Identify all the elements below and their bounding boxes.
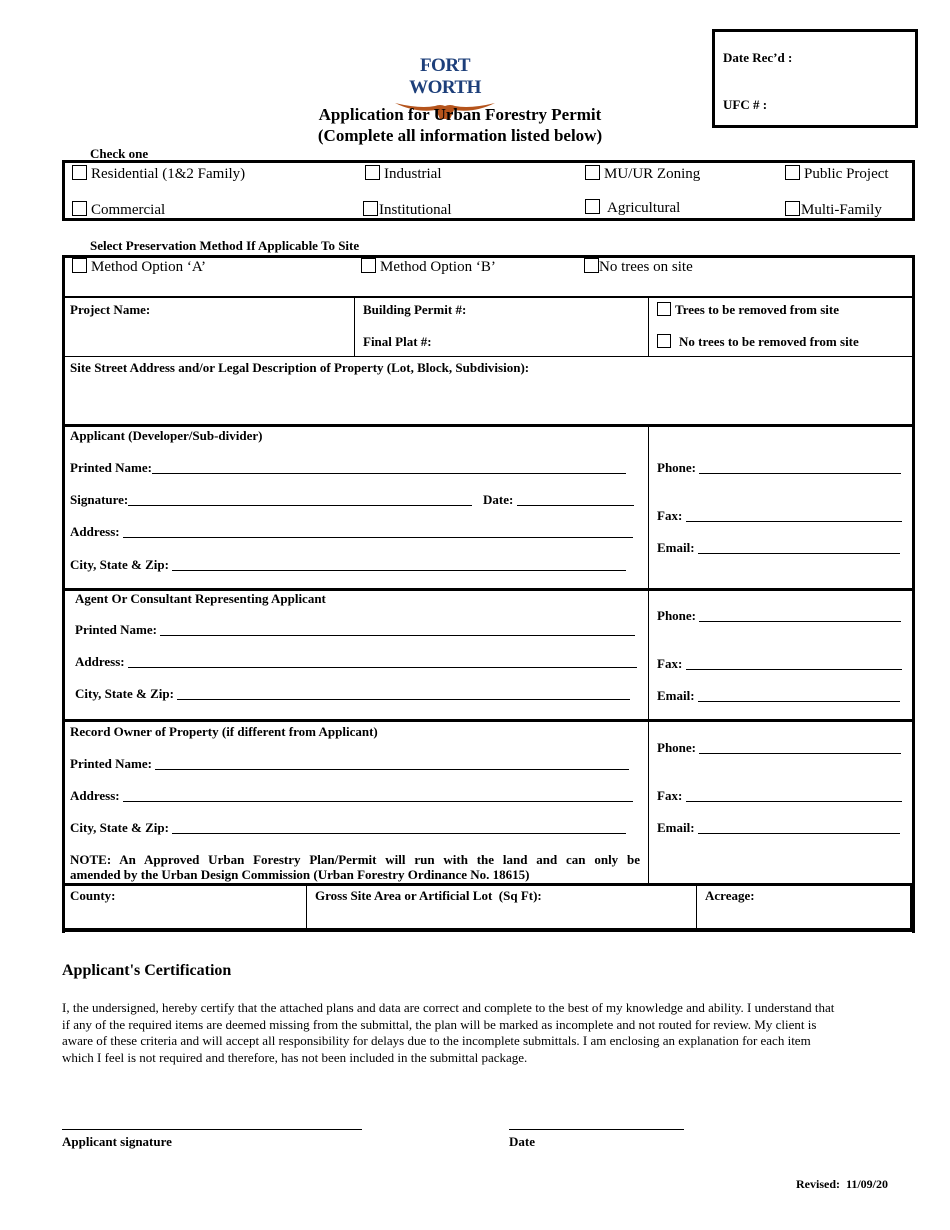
field-label: Date: [483, 492, 514, 507]
field-line[interactable] [123, 526, 633, 538]
checkbox-no-trees-removed[interactable] [657, 334, 859, 350]
checkbox-icon[interactable] [363, 201, 378, 216]
checkbox-trees-removed[interactable] [657, 302, 839, 318]
checkbox-label: No trees on site [599, 259, 693, 275]
agent-heading: Agent Or Consultant Representing Applicant [75, 591, 326, 606]
divider [648, 591, 649, 720]
checkbox-label: Commercial [91, 202, 166, 218]
checkbox-mu-ur-zoning[interactable] [585, 165, 700, 183]
applicant-address-field[interactable] [70, 524, 633, 540]
divider [62, 356, 915, 357]
checkbox-icon[interactable] [72, 165, 87, 180]
checkbox-no-trees[interactable] [584, 258, 693, 276]
note-line-2: amended by the Urban Design Commission (Urban Forestry Ordinance No. 18615) [70, 867, 530, 882]
note-line-1: NOTE: An Approved Urban Forestry Plan/Permit will run with the land and can only be [70, 852, 640, 867]
field-label: Signature: [70, 492, 129, 507]
owner-city-field[interactable] [70, 820, 626, 836]
checkbox-residential[interactable] [72, 165, 245, 183]
project-name-label: Project Name: [70, 302, 151, 317]
office-use-box [712, 29, 918, 128]
field-line[interactable] [517, 494, 634, 506]
field-line[interactable] [698, 822, 900, 834]
divider [648, 722, 649, 884]
agent-email-field[interactable] [657, 688, 900, 704]
checkbox-label: Trees to be removed from site [675, 302, 840, 317]
checkbox-icon[interactable] [585, 199, 600, 214]
building-permit-label: Building Permit #: [363, 302, 467, 317]
applicant-fax-field[interactable] [657, 508, 902, 524]
agent-city-field[interactable] [75, 686, 630, 702]
checkbox-icon[interactable] [785, 201, 800, 216]
applicant-signature-field[interactable] [70, 492, 472, 508]
divider [62, 928, 915, 932]
ordinance-note [70, 852, 640, 882]
applicant-printed-name-field[interactable] [70, 460, 626, 476]
field-label: Printed Name: [70, 460, 152, 475]
field-label: Email: [657, 540, 695, 555]
checkbox-icon[interactable] [657, 302, 671, 316]
field-label: Phone: [657, 460, 696, 475]
title-line-2: (Complete all information listed below) [317, 126, 603, 145]
checkbox-agricultural[interactable] [585, 199, 680, 217]
checkbox-label: No trees to be removed from site [679, 334, 859, 349]
divider [648, 298, 649, 356]
field-line[interactable] [686, 510, 902, 522]
field-label: Phone: [657, 740, 696, 755]
field-line[interactable] [128, 494, 472, 506]
signature-line[interactable] [62, 1129, 362, 1130]
certification-text [62, 1000, 912, 1066]
field-label: City, State & Zip: [70, 557, 169, 572]
site-address-label: Site Street Address and/or Legal Description of Property (Lot, Block, Subdivision): [70, 360, 530, 375]
field-label: Phone: [657, 608, 696, 623]
acreage-label: Acreage: [705, 888, 755, 903]
date-line[interactable] [509, 1129, 684, 1130]
field-line[interactable] [699, 462, 901, 474]
checkbox-icon[interactable] [365, 165, 380, 180]
checkbox-multi-family[interactable] [785, 201, 882, 219]
field-line[interactable] [177, 688, 630, 700]
field-line[interactable] [160, 624, 635, 636]
field-label: Email: [657, 820, 695, 835]
owner-phone-field[interactable] [657, 740, 901, 756]
field-line[interactable] [699, 742, 901, 754]
owner-address-field[interactable] [70, 788, 633, 804]
field-line[interactable] [686, 790, 902, 802]
divider [62, 719, 915, 722]
logo-text: FORT WORTH [409, 55, 481, 98]
field-label: Email: [657, 688, 695, 703]
checkbox-icon[interactable] [785, 165, 800, 180]
date-received-label: Date Rec’d : [723, 50, 793, 65]
final-plat-label: Final Plat #: [363, 334, 432, 349]
county-label: County: [70, 888, 116, 903]
field-line[interactable] [123, 790, 633, 802]
agent-fax-field[interactable] [657, 656, 902, 672]
revised-date: Revised: 11/09/20 [796, 1177, 888, 1191]
date-label: Date [509, 1134, 535, 1149]
checkbox-label: Industrial [384, 166, 442, 182]
field-label: Fax: [657, 788, 683, 803]
checkbox-label: Agricultural [607, 200, 681, 216]
checkbox-industrial[interactable] [365, 165, 442, 183]
page-title [240, 104, 680, 146]
checkbox-icon[interactable] [361, 258, 376, 273]
checkbox-label: Institutional [379, 202, 452, 218]
owner-email-field[interactable] [657, 820, 900, 836]
checkbox-label: MU/UR Zoning [604, 166, 701, 182]
applicant-date-field[interactable] [483, 492, 634, 508]
agent-printed-name-field[interactable] [75, 622, 635, 638]
divider [354, 298, 355, 356]
field-line[interactable] [155, 758, 629, 770]
field-line[interactable] [172, 822, 626, 834]
certification-line: aware of these criteria and will accept all responsibility for delays due to the incomplete submittals. I am enclosing an explanation for each item [62, 1033, 811, 1048]
field-label: City, State & Zip: [75, 686, 174, 701]
agent-address-field[interactable] [75, 654, 637, 670]
checkbox-label: Multi-Family [801, 202, 882, 218]
preservation-heading: Select Preservation Method If Applicable To Site [90, 238, 360, 253]
checkbox-icon[interactable] [72, 258, 87, 273]
checkbox-label: Residential (1&2 Family) [91, 166, 246, 182]
applicant-signature-label: Applicant signature [62, 1134, 172, 1149]
gross-area-label: Gross Site Area or Artificial Lot (Sq Ft): [315, 888, 542, 903]
field-label: Fax: [657, 656, 683, 671]
field-label: Printed Name: [75, 622, 157, 637]
check-one-heading: Check one [90, 146, 149, 161]
checkbox-label: Method Option ‘B’ [380, 259, 496, 275]
certification-line: I, the undersigned, hereby certify that the attached plans and data are correct and complete to the best of my knowledge and ability. I understand that [62, 1000, 835, 1015]
field-label: Address: [75, 654, 125, 669]
field-line[interactable] [152, 462, 626, 474]
field-label: Printed Name: [70, 756, 152, 771]
agent-phone-field[interactable] [657, 608, 901, 624]
divider [648, 427, 649, 589]
applicant-city-field[interactable] [70, 557, 626, 573]
owner-heading: Record Owner of Property (if different from Applicant) [70, 724, 378, 739]
field-line[interactable] [698, 690, 900, 702]
title-line-1: Application for Urban Forestry Permit [318, 105, 602, 124]
applicant-heading: Applicant (Developer/Sub-divider) [70, 428, 263, 443]
field-label: Address: [70, 788, 120, 803]
certification-heading: Applicant's Certification [62, 962, 232, 979]
checkbox-institutional[interactable] [363, 201, 452, 219]
applicant-email-field[interactable] [657, 540, 900, 556]
field-line[interactable] [686, 658, 902, 670]
logo [390, 55, 500, 103]
checkbox-method-b[interactable] [361, 258, 496, 276]
checkbox-method-a[interactable] [72, 258, 206, 276]
checkbox-icon[interactable] [657, 334, 671, 348]
ufc-number-label: UFC # : [723, 97, 768, 112]
field-line[interactable] [699, 610, 901, 622]
owner-fax-field[interactable] [657, 788, 902, 804]
checkbox-icon[interactable] [585, 165, 600, 180]
certification-line: which I feel is not required and therefore, has not been included in the submittal package. [62, 1049, 528, 1065]
checkbox-commercial[interactable] [72, 201, 165, 219]
applicant-phone-field[interactable] [657, 460, 901, 476]
field-line[interactable] [172, 559, 626, 571]
field-label: Address: [70, 524, 120, 539]
checkbox-label: Public Project [804, 166, 889, 182]
field-label: City, State & Zip: [70, 820, 169, 835]
checkbox-icon[interactable] [72, 201, 87, 216]
divider [62, 424, 915, 427]
certification-line: if any of the required items are deemed missing from the submittal, the plan will be marked as incomplete and not routed for review. My client is [62, 1016, 817, 1032]
field-line[interactable] [698, 542, 900, 554]
checkbox-label: Method Option ‘A’ [91, 259, 206, 275]
checkbox-public-project[interactable] [785, 165, 889, 183]
field-label: Fax: [657, 508, 683, 523]
owner-printed-name-field[interactable] [70, 756, 629, 772]
divider [62, 296, 915, 298]
field-line[interactable] [128, 656, 637, 668]
checkbox-icon[interactable] [584, 258, 599, 273]
